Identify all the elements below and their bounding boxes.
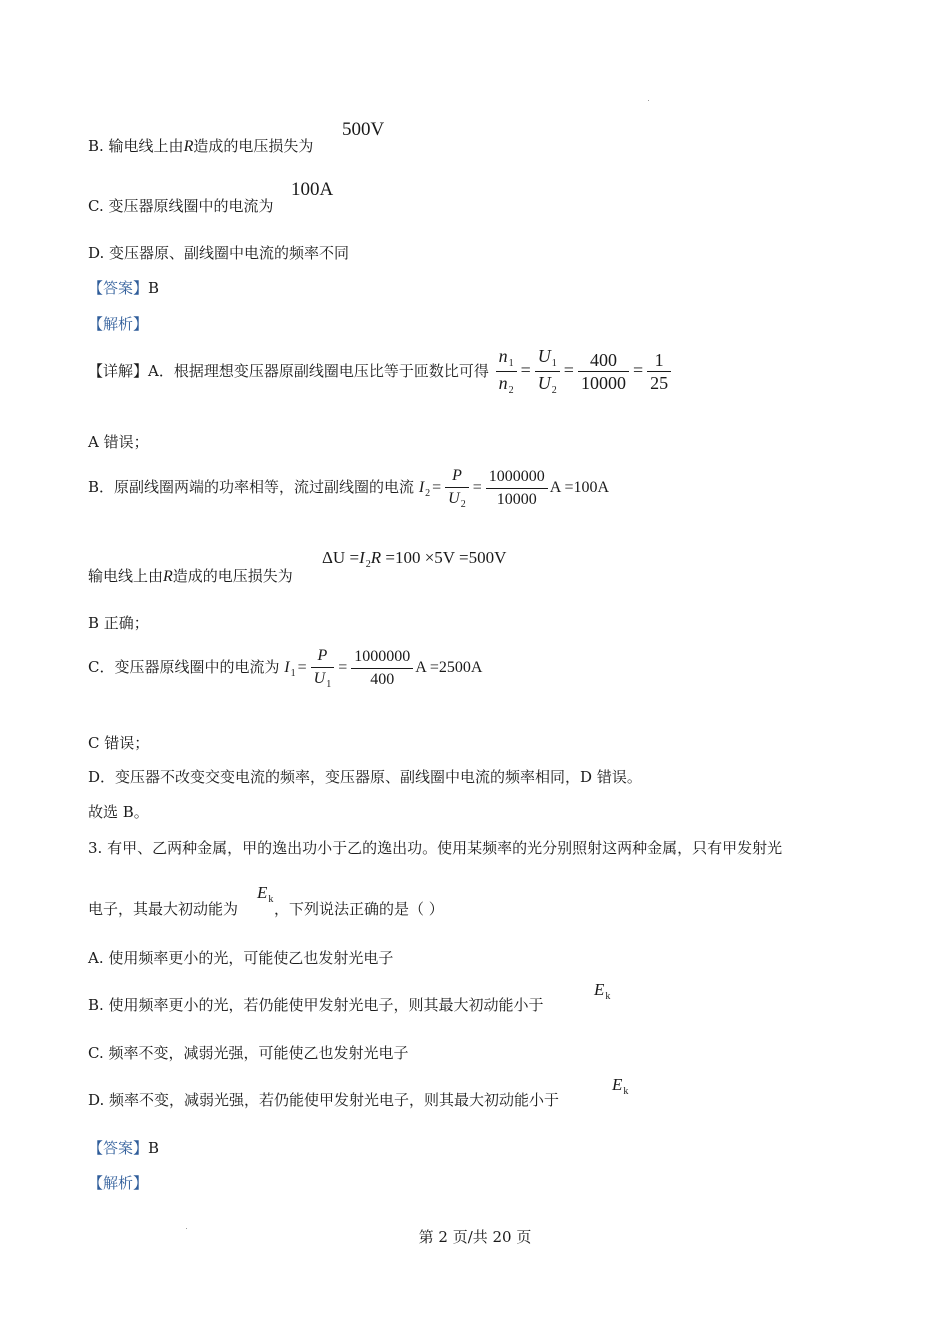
detail-a-text: A．根据理想变压器原副线圈电压比等于匝数比可得 (148, 362, 489, 380)
a-wrong: A 错误； (88, 433, 149, 451)
q3-option-d: D. 频率不变，减弱光强，若仍能使甲发射光电子，则其最大初动能小于 (88, 1091, 560, 1109)
fraction-u1-u2: $\frac{U_1}{U_2}$ (535, 345, 560, 398)
detail-tag: 【详解】 (88, 362, 149, 380)
ek-symbol-b: $E_k$ (594, 980, 611, 1002)
ek-symbol-d: $E_k$ (612, 1075, 629, 1097)
q2-option-c-value: 100A (291, 179, 334, 200)
q2-detail-a (88, 345, 673, 398)
answer-tag: 【答案】 (88, 279, 149, 297)
fraction-voltages: $\frac{400}{10000}$ (578, 349, 629, 394)
q2-option-b-suffix: 造成的电压损失为 (193, 137, 314, 155)
secondary-current-equation: $I_2$ = $\frac{P}{U_2}$ = $\frac{1000000}{10000}$ A =100A (418, 466, 610, 510)
detail-b2-suffix: 造成的电压损失为 (172, 567, 293, 585)
q3-stem-line1: 3. 有甲、乙两种金属，甲的逸出功小于乙的逸出功。使用某频率的光分别照射这两种金属，只有甲发射光 (88, 839, 783, 857)
q2-option-b (88, 136, 313, 157)
q2-detail-b (88, 462, 609, 515)
q3-option-c: C. 频率不变，减弱光强，可能使乙也发射光电子 (88, 1044, 409, 1062)
fraction-p-u2: $\frac{P}{U_2}$ (445, 465, 469, 512)
ek-symbol: $E_k$ (257, 883, 274, 905)
fraction-power-primary: $\frac{1000000}{400}$ (351, 646, 413, 691)
q2-answer (88, 278, 159, 298)
q2-choose: 故选 B。 (88, 803, 149, 821)
q3-stem-line2: 电子，其最大初动能为 ，下列说法正确的是（ ） (88, 900, 444, 918)
q2-option-b-value: 500V (342, 119, 385, 140)
b-right: B 正确； (88, 614, 149, 632)
q2-detail-b2: 输电线上由R造成的电压损失为 (88, 567, 293, 585)
q2-analysis-tag (88, 314, 148, 334)
analysis-tag: 【解析】 (88, 315, 149, 333)
q2-option-c (88, 196, 273, 216)
q2-option-d: D. 变压器原、副线圈中电流的频率不同 (88, 244, 350, 262)
q3-analysis-tag: 【解析】 (88, 1174, 149, 1192)
voltage-loss-equation: $\Delta U =I_2R =100 \times 5V =500V$ (322, 548, 507, 570)
primary-current-equation: $I_1$ = $\frac{P}{U_1}$ = $\frac{1000000}{400}$ A =2500A (284, 646, 483, 690)
var-r: R (183, 138, 194, 155)
answer-value: B (148, 279, 160, 297)
q3-answer: 【答案】B (88, 1139, 160, 1157)
scan-speck (648, 100, 649, 101)
c-wrong: C 错误； (88, 734, 150, 752)
detail-c-text: C．变压器原线圈中的电流为 (88, 658, 280, 676)
page-footer: 第 2 页/共 20 页 (418, 1228, 532, 1246)
turns-ratio-equation: $\frac{n_1}{n_2}$ = $\frac{U_1}{U_2}$ = $\frac{400}{10000}$ = $\frac{1}{25}$ (494, 360, 673, 380)
fraction-p-u1: $\frac{P}{U_1}$ (311, 645, 335, 692)
q2-option-c-text: C. 变压器原线圈中的电流为 (88, 197, 274, 215)
fraction-n1-n2: $\frac{n_1}{n_2}$ (496, 345, 517, 398)
q2-option-b-prefix: B. 输电线上由 (88, 137, 184, 155)
q3-option-a: A. 使用频率更小的光，可能使乙也发射光电子 (88, 949, 394, 967)
q2-detail-d: D．变压器不改变交变电流的频率，变压器原、副线圈中电流的频率相同，D 错误。 (88, 768, 642, 786)
detail-b2-prefix: 输电线上由 (88, 567, 164, 585)
fraction-ratio: $\frac{1}{25}$ (647, 349, 671, 394)
q3-option-b: B. 使用频率更小的光，若仍能使甲发射光电子，则其最大初动能小于 (88, 996, 544, 1014)
detail-b-text: B．原副线圈两端的功率相等，流过副线圈的电流 (88, 478, 415, 496)
fraction-power-voltage: $\frac{1000000}{10000}$ (486, 466, 548, 511)
q2-detail-c (88, 642, 482, 695)
